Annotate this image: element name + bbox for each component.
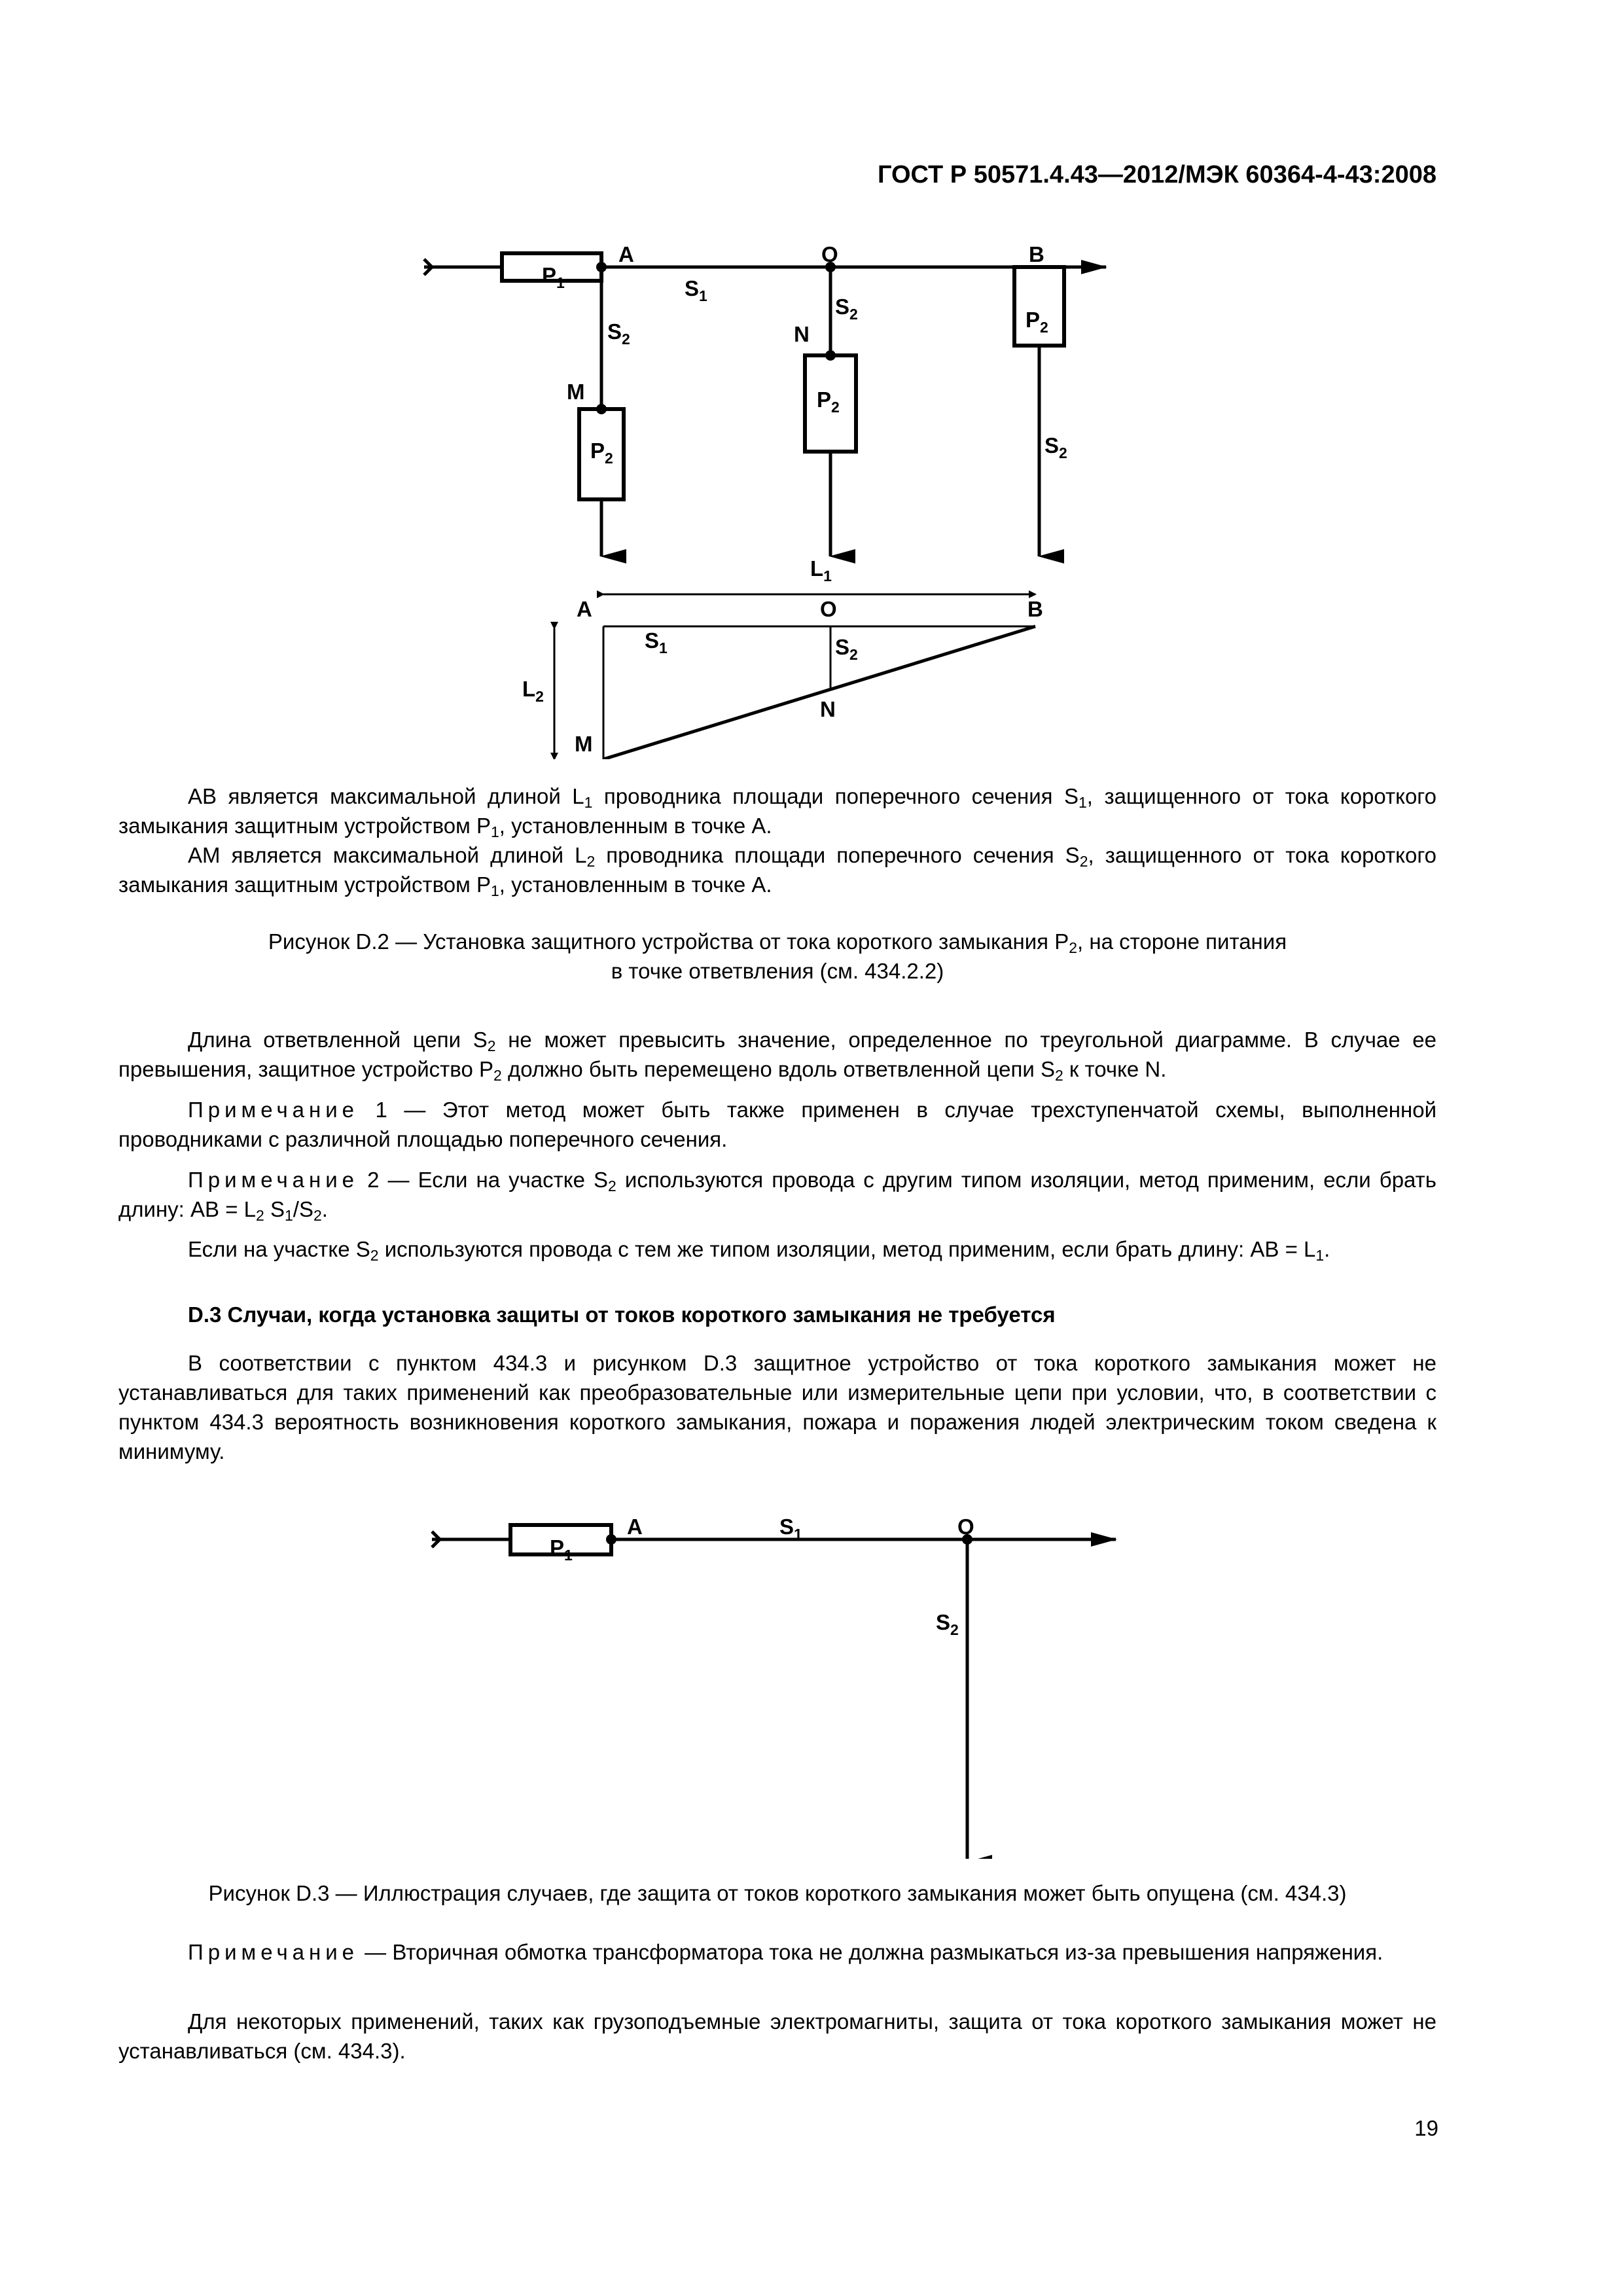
label-o: O [821,242,838,266]
node-m [596,404,607,414]
node-a-d3 [606,1534,616,1545]
section-d3-heading: D.3 Случаи, когда установка защиты от токов короткого замыкания не требуется [188,1302,1056,1327]
paragraph-length: Длина ответвленной цепи $S_2$ не может превысить значение, определенное по треугольной диаграмме. В случае ее превышения, защитное устройство $P_2$ должно быть перемещено вдоль ответвленной цепи $S_2$ к точке N. [118,1028,1436,1084]
paragraph-same-insulation: Если на участке $S_2$ используются провода с тем же типом изоляции, метод применим, если брать длину: AB = $L_1$. [188,1237,1330,1264]
page-number: 19 [1414,2116,1438,2140]
note-3: Примечание — Вторичная обмотка трансформатора тока не должна размыкаться из-за превышения напряжения. [188,1940,1383,1964]
figure-d3 [0,1492,1623,1859]
label-s2-d3: $S_2$ [936,1610,959,1638]
am-description: AM является максимальной длиной $L_2$ проводника площади поперечного сечения $S_2$, защищенного от тока короткого замыкания защитным устройством $P_1$, установленным в точке A. [118,843,1436,899]
label-a-triangle: A [577,597,592,621]
figure-d3-diagram [0,1492,1623,1859]
label-s1-d3: $S_1$ [779,1515,802,1543]
label-o-d3: O [957,1515,974,1539]
figure-d2-caption: Рисунок D.2 — Установка защитного устройства от тока короткого замыкания $P_2$, на стороне питания в точке ответвления (см. 434.2.2) [268,929,1287,983]
label-a-d3: A [627,1515,643,1539]
label-n: N [794,322,810,346]
figure-d3-caption: Рисунок D.3 — Иллюстрация случаев, где защита от токов короткого замыкания может быть опущена (см. 434.3) [208,1881,1347,1905]
label-s2-triangle: $S_2$ [835,635,858,663]
label-n-triangle: N [820,697,836,721]
label-s2-b: $S_2$ [1044,433,1067,461]
label-s1: $S_1$ [685,276,707,304]
paragraph-d3: В соответствии с пунктом 434.3 и рисунком D.3 защитное устройство от тока короткого замыкания может не устанавливаться для таких применений как преобразовательные или измерительные цепи при условии, что, в соответствии с пунктом 434.3 вероятность возникновения короткого замыкания, пожара и поражения людей электрическим током сведена к минимуму. [118,1351,1436,1463]
document-header: ГОСТ Р 50571.4.43—2012/МЭК 60364-4-43:2008 [877,161,1436,188]
label-p2-b: $P_2$ [1026,308,1048,336]
label-b-triangle: B [1027,597,1043,621]
p2-box-b [1014,267,1064,346]
label-l1: $L_1$ [810,556,832,584]
label-p2-m: $P_2$ [590,439,613,467]
label-p1: $P_1$ [542,263,565,291]
label-s2-a: $S_2$ [607,319,630,348]
triangle-hypotenuse [603,626,1035,759]
note-1: Примечание 1 — Этот метод может быть также применен в случае трехступенчатой схемы, выполненной проводниками с различной площадью поперечного сечения. [118,1098,1436,1151]
label-s2-o: $S_2$ [835,295,858,323]
node-n [825,350,836,361]
figure-d2 [0,236,1623,759]
label-a: A [618,242,634,266]
node-a [596,262,607,272]
label-m: M [567,380,585,404]
label-b: B [1029,242,1044,266]
figure-d2-diagram [0,236,1623,759]
paragraph-lifting-magnets: Для некоторых применений, таких как грузоподъемные электромагниты, защита от тока короткого замыкания может не устанавливаться (см. 434.3). [118,2009,1436,2063]
label-p2-n: $P_2$ [817,387,840,416]
label-o-triangle: O [820,597,837,621]
ab-description: AB является максимальной длиной $L_1$ проводника площади поперечного сечения $S_1$, защищенного от тока короткого замыкания защитным устройством $P_1$, установленным в точке A. [118,784,1436,840]
label-p1-d3: $P_1$ [550,1535,573,1564]
label-s1-triangle: $S_1$ [645,628,668,656]
label-l2: $L_2$ [522,677,544,705]
label-m-triangle: M [575,732,593,756]
note-2: Примечание 2 — Если на участке $S_2$ используются провода с другим типом изоляции, метод применим, если брать длину: AB = $L_2$ $S_1/S_2$. [118,1168,1436,1224]
